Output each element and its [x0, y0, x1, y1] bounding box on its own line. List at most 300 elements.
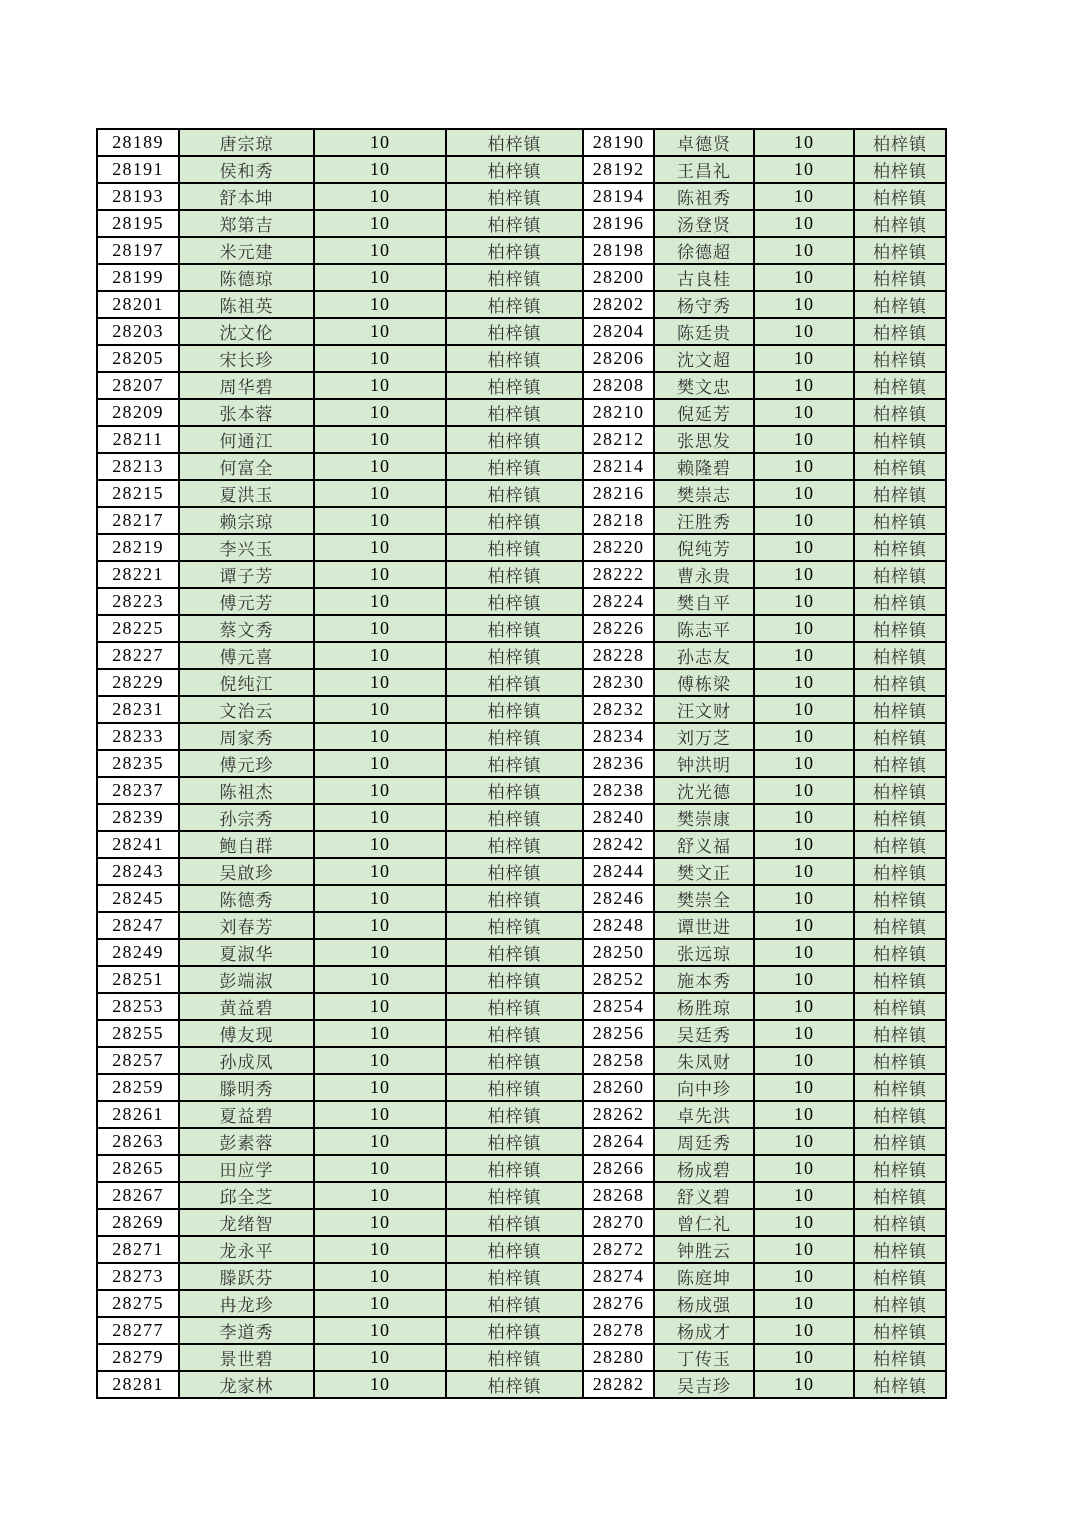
right-id-cell: 28194: [583, 183, 654, 210]
left-town-cell: 柏梓镇: [446, 696, 583, 723]
table-row: [97, 1263, 946, 1290]
right-id-cell: 28244: [583, 858, 654, 885]
left-name-cell: 李兴玉: [179, 534, 314, 561]
left-id-cell: 28209: [97, 399, 179, 426]
right-name-cell: 王昌礼: [654, 156, 754, 183]
left-value-cell: 10: [314, 210, 446, 237]
right-name-cell: 沈光德: [654, 777, 754, 804]
right-value-cell: 10: [754, 1209, 854, 1236]
left-name-cell: 何通江: [179, 426, 314, 453]
left-id-cell: 28217: [97, 507, 179, 534]
right-name-cell: 倪纯芳: [654, 534, 754, 561]
right-value-cell: 10: [754, 750, 854, 777]
right-value-cell: 10: [754, 1155, 854, 1182]
right-value-cell: 10: [754, 1101, 854, 1128]
right-value-cell: 10: [754, 642, 854, 669]
right-town-cell: 柏梓镇: [854, 372, 946, 399]
right-town-cell: 柏梓镇: [854, 318, 946, 345]
left-id-cell: 28211: [97, 426, 179, 453]
right-town-cell: 柏梓镇: [854, 858, 946, 885]
right-id-cell: 28270: [583, 1209, 654, 1236]
table-row: [97, 507, 946, 534]
right-town-cell: 柏梓镇: [854, 696, 946, 723]
left-town-cell: 柏梓镇: [446, 507, 583, 534]
left-name-cell: 鲍自群: [179, 831, 314, 858]
right-value-cell: 10: [754, 858, 854, 885]
left-town-cell: 柏梓镇: [446, 1020, 583, 1047]
left-id-cell: 28199: [97, 264, 179, 291]
left-name-cell: 滕跃芬: [179, 1263, 314, 1290]
left-id-cell: 28213: [97, 453, 179, 480]
left-name-cell: 傅元芳: [179, 588, 314, 615]
left-value-cell: 10: [314, 723, 446, 750]
right-value-cell: 10: [754, 777, 854, 804]
left-name-cell: 景世碧: [179, 1344, 314, 1371]
right-value-cell: 10: [754, 1182, 854, 1209]
right-town-cell: 柏梓镇: [854, 993, 946, 1020]
left-town-cell: 柏梓镇: [446, 1047, 583, 1074]
table-row: [97, 561, 946, 588]
table-row: [97, 210, 946, 237]
right-name-cell: 卓先洪: [654, 1101, 754, 1128]
left-id-cell: 28227: [97, 642, 179, 669]
left-id-cell: 28193: [97, 183, 179, 210]
left-town-cell: 柏梓镇: [446, 534, 583, 561]
left-id-cell: 28237: [97, 777, 179, 804]
right-value-cell: 10: [754, 507, 854, 534]
left-value-cell: 10: [314, 534, 446, 561]
left-name-cell: 陈祖杰: [179, 777, 314, 804]
left-town-cell: 柏梓镇: [446, 210, 583, 237]
right-id-cell: 28218: [583, 507, 654, 534]
left-town-cell: 柏梓镇: [446, 1182, 583, 1209]
table-row: [97, 291, 946, 318]
left-name-cell: 倪纯江: [179, 669, 314, 696]
table-row: [97, 750, 946, 777]
right-value-cell: 10: [754, 291, 854, 318]
left-name-cell: 谭子芳: [179, 561, 314, 588]
right-town-cell: 柏梓镇: [854, 210, 946, 237]
left-name-cell: 傅元珍: [179, 750, 314, 777]
right-id-cell: 28208: [583, 372, 654, 399]
left-value-cell: 10: [314, 669, 446, 696]
table-row: [97, 642, 946, 669]
table-row: [97, 426, 946, 453]
left-value-cell: 10: [314, 561, 446, 588]
right-id-cell: 28278: [583, 1317, 654, 1344]
right-value-cell: 10: [754, 264, 854, 291]
right-name-cell: 朱凤财: [654, 1047, 754, 1074]
left-id-cell: 28219: [97, 534, 179, 561]
left-value-cell: 10: [314, 507, 446, 534]
left-value-cell: 10: [314, 480, 446, 507]
left-town-cell: 柏梓镇: [446, 939, 583, 966]
table-row: [97, 885, 946, 912]
left-town-cell: 柏梓镇: [446, 156, 583, 183]
right-value-cell: 10: [754, 426, 854, 453]
right-name-cell: 杨成强: [654, 1290, 754, 1317]
left-town-cell: 柏梓镇: [446, 264, 583, 291]
left-id-cell: 28241: [97, 831, 179, 858]
left-town-cell: 柏梓镇: [446, 588, 583, 615]
right-id-cell: 28202: [583, 291, 654, 318]
left-town-cell: 柏梓镇: [446, 1074, 583, 1101]
table-row: [97, 1236, 946, 1263]
right-value-cell: 10: [754, 372, 854, 399]
right-name-cell: 樊自平: [654, 588, 754, 615]
left-name-cell: 夏益碧: [179, 1101, 314, 1128]
right-id-cell: 28250: [583, 939, 654, 966]
table-row: [97, 480, 946, 507]
left-town-cell: 柏梓镇: [446, 885, 583, 912]
right-town-cell: 柏梓镇: [854, 669, 946, 696]
table-row: [97, 1182, 946, 1209]
left-id-cell: 28235: [97, 750, 179, 777]
right-value-cell: 10: [754, 345, 854, 372]
right-value-cell: 10: [754, 885, 854, 912]
left-name-cell: 陈德秀: [179, 885, 314, 912]
left-town-cell: 柏梓镇: [446, 453, 583, 480]
right-id-cell: 28258: [583, 1047, 654, 1074]
right-town-cell: 柏梓镇: [854, 642, 946, 669]
right-name-cell: 汪文财: [654, 696, 754, 723]
left-town-cell: 柏梓镇: [446, 1128, 583, 1155]
roster-table: [96, 128, 947, 1399]
left-id-cell: 28205: [97, 345, 179, 372]
left-town-cell: 柏梓镇: [446, 1317, 583, 1344]
left-town-cell: 柏梓镇: [446, 804, 583, 831]
left-value-cell: 10: [314, 399, 446, 426]
right-value-cell: 10: [754, 696, 854, 723]
left-value-cell: 10: [314, 1236, 446, 1263]
left-id-cell: 28255: [97, 1020, 179, 1047]
right-name-cell: 樊崇全: [654, 885, 754, 912]
right-value-cell: 10: [754, 615, 854, 642]
left-id-cell: 28245: [97, 885, 179, 912]
right-name-cell: 杨守秀: [654, 291, 754, 318]
right-town-cell: 柏梓镇: [854, 966, 946, 993]
right-value-cell: 10: [754, 1344, 854, 1371]
left-id-cell: 28221: [97, 561, 179, 588]
right-town-cell: 柏梓镇: [854, 291, 946, 318]
left-value-cell: 10: [314, 129, 446, 156]
right-name-cell: 张远琼: [654, 939, 754, 966]
left-id-cell: 28247: [97, 912, 179, 939]
left-id-cell: 28273: [97, 1263, 179, 1290]
left-id-cell: 28277: [97, 1317, 179, 1344]
right-name-cell: 舒义福: [654, 831, 754, 858]
table-row: [97, 777, 946, 804]
right-id-cell: 28226: [583, 615, 654, 642]
right-value-cell: 10: [754, 831, 854, 858]
left-name-cell: 夏淑华: [179, 939, 314, 966]
right-town-cell: 柏梓镇: [854, 561, 946, 588]
right-town-cell: 柏梓镇: [854, 507, 946, 534]
left-id-cell: 28269: [97, 1209, 179, 1236]
left-value-cell: 10: [314, 858, 446, 885]
right-town-cell: 柏梓镇: [854, 831, 946, 858]
left-value-cell: 10: [314, 1263, 446, 1290]
right-value-cell: 10: [754, 318, 854, 345]
table-row: [97, 1344, 946, 1371]
right-town-cell: 柏梓镇: [854, 939, 946, 966]
left-value-cell: 10: [314, 966, 446, 993]
right-town-cell: 柏梓镇: [854, 1047, 946, 1074]
left-value-cell: 10: [314, 264, 446, 291]
left-town-cell: 柏梓镇: [446, 129, 583, 156]
right-id-cell: 28272: [583, 1236, 654, 1263]
right-value-cell: 10: [754, 1290, 854, 1317]
left-value-cell: 10: [314, 1209, 446, 1236]
left-value-cell: 10: [314, 615, 446, 642]
table-row: [97, 318, 946, 345]
right-name-cell: 傅栋梁: [654, 669, 754, 696]
left-town-cell: 柏梓镇: [446, 993, 583, 1020]
right-name-cell: 向中珍: [654, 1074, 754, 1101]
right-value-cell: 10: [754, 1020, 854, 1047]
left-value-cell: 10: [314, 912, 446, 939]
left-name-cell: 蔡文秀: [179, 615, 314, 642]
left-town-cell: 柏梓镇: [446, 183, 583, 210]
right-id-cell: 28262: [583, 1101, 654, 1128]
right-name-cell: 杨成碧: [654, 1155, 754, 1182]
left-value-cell: 10: [314, 237, 446, 264]
table-row: [97, 993, 946, 1020]
left-id-cell: 28261: [97, 1101, 179, 1128]
table-row: [97, 858, 946, 885]
left-value-cell: 10: [314, 318, 446, 345]
left-town-cell: 柏梓镇: [446, 858, 583, 885]
right-name-cell: 舒义碧: [654, 1182, 754, 1209]
left-name-cell: 舒本坤: [179, 183, 314, 210]
right-name-cell: 谭世进: [654, 912, 754, 939]
right-id-cell: 28214: [583, 453, 654, 480]
left-id-cell: 28263: [97, 1128, 179, 1155]
left-name-cell: 龙绪智: [179, 1209, 314, 1236]
right-value-cell: 10: [754, 129, 854, 156]
table-row: [97, 1155, 946, 1182]
left-value-cell: 10: [314, 1371, 446, 1398]
right-name-cell: 樊崇志: [654, 480, 754, 507]
left-town-cell: 柏梓镇: [446, 345, 583, 372]
right-town-cell: 柏梓镇: [854, 129, 946, 156]
right-town-cell: 柏梓镇: [854, 1182, 946, 1209]
table-row: [97, 588, 946, 615]
left-name-cell: 周华碧: [179, 372, 314, 399]
table-row: [97, 912, 946, 939]
right-name-cell: 吴廷秀: [654, 1020, 754, 1047]
left-town-cell: 柏梓镇: [446, 237, 583, 264]
left-id-cell: 28231: [97, 696, 179, 723]
right-id-cell: 28204: [583, 318, 654, 345]
left-town-cell: 柏梓镇: [446, 750, 583, 777]
table-row: [97, 831, 946, 858]
right-town-cell: 柏梓镇: [854, 588, 946, 615]
right-value-cell: 10: [754, 156, 854, 183]
left-town-cell: 柏梓镇: [446, 291, 583, 318]
left-town-cell: 柏梓镇: [446, 966, 583, 993]
right-name-cell: 樊崇康: [654, 804, 754, 831]
left-id-cell: 28233: [97, 723, 179, 750]
left-name-cell: 张本蓉: [179, 399, 314, 426]
left-name-cell: 沈文伦: [179, 318, 314, 345]
right-id-cell: 28230: [583, 669, 654, 696]
right-name-cell: 樊文正: [654, 858, 754, 885]
right-town-cell: 柏梓镇: [854, 1128, 946, 1155]
table-row: [97, 534, 946, 561]
right-id-cell: 28268: [583, 1182, 654, 1209]
right-town-cell: 柏梓镇: [854, 1101, 946, 1128]
table-row: [97, 345, 946, 372]
right-id-cell: 28266: [583, 1155, 654, 1182]
right-id-cell: 28274: [583, 1263, 654, 1290]
left-value-cell: 10: [314, 885, 446, 912]
left-town-cell: 柏梓镇: [446, 399, 583, 426]
right-value-cell: 10: [754, 723, 854, 750]
left-town-cell: 柏梓镇: [446, 669, 583, 696]
right-name-cell: 曾仁礼: [654, 1209, 754, 1236]
left-town-cell: 柏梓镇: [446, 777, 583, 804]
right-town-cell: 柏梓镇: [854, 534, 946, 561]
table-row: [97, 1128, 946, 1155]
table-row: [97, 1317, 946, 1344]
left-name-cell: 侯和秀: [179, 156, 314, 183]
left-id-cell: 28253: [97, 993, 179, 1020]
left-id-cell: 28265: [97, 1155, 179, 1182]
left-value-cell: 10: [314, 156, 446, 183]
right-id-cell: 28282: [583, 1371, 654, 1398]
right-id-cell: 28200: [583, 264, 654, 291]
right-value-cell: 10: [754, 588, 854, 615]
right-town-cell: 柏梓镇: [854, 1020, 946, 1047]
left-town-cell: 柏梓镇: [446, 426, 583, 453]
left-name-cell: 宋长珍: [179, 345, 314, 372]
table-row: [97, 615, 946, 642]
left-name-cell: 彭端淑: [179, 966, 314, 993]
right-id-cell: 28252: [583, 966, 654, 993]
right-id-cell: 28228: [583, 642, 654, 669]
left-value-cell: 10: [314, 696, 446, 723]
right-town-cell: 柏梓镇: [854, 453, 946, 480]
left-town-cell: 柏梓镇: [446, 831, 583, 858]
table-row: [97, 966, 946, 993]
table-row: [97, 723, 946, 750]
right-value-cell: 10: [754, 669, 854, 696]
left-town-cell: 柏梓镇: [446, 1101, 583, 1128]
right-name-cell: 卓德贤: [654, 129, 754, 156]
right-name-cell: 古良桂: [654, 264, 754, 291]
left-name-cell: 周家秀: [179, 723, 314, 750]
left-id-cell: 28225: [97, 615, 179, 642]
left-value-cell: 10: [314, 993, 446, 1020]
right-town-cell: 柏梓镇: [854, 723, 946, 750]
table-row: [97, 1074, 946, 1101]
right-value-cell: 10: [754, 183, 854, 210]
left-name-cell: 郑第吉: [179, 210, 314, 237]
right-town-cell: 柏梓镇: [854, 1317, 946, 1344]
right-id-cell: 28198: [583, 237, 654, 264]
right-name-cell: 樊文忠: [654, 372, 754, 399]
right-value-cell: 10: [754, 210, 854, 237]
right-name-cell: 沈文超: [654, 345, 754, 372]
left-name-cell: 刘春芳: [179, 912, 314, 939]
left-value-cell: 10: [314, 1344, 446, 1371]
left-id-cell: 28267: [97, 1182, 179, 1209]
right-value-cell: 10: [754, 1128, 854, 1155]
left-value-cell: 10: [314, 453, 446, 480]
right-town-cell: 柏梓镇: [854, 1263, 946, 1290]
right-name-cell: 徐德超: [654, 237, 754, 264]
right-name-cell: 陈志平: [654, 615, 754, 642]
table-row: [97, 183, 946, 210]
right-town-cell: 柏梓镇: [854, 885, 946, 912]
right-town-cell: 柏梓镇: [854, 1074, 946, 1101]
right-name-cell: 陈祖秀: [654, 183, 754, 210]
right-id-cell: 28220: [583, 534, 654, 561]
left-name-cell: 米元建: [179, 237, 314, 264]
left-town-cell: 柏梓镇: [446, 1263, 583, 1290]
right-value-cell: 10: [754, 399, 854, 426]
left-name-cell: 田应学: [179, 1155, 314, 1182]
right-town-cell: 柏梓镇: [854, 480, 946, 507]
left-id-cell: 28207: [97, 372, 179, 399]
left-name-cell: 李道秀: [179, 1317, 314, 1344]
left-value-cell: 10: [314, 1290, 446, 1317]
right-town-cell: 柏梓镇: [854, 750, 946, 777]
right-name-cell: 施本秀: [654, 966, 754, 993]
right-name-cell: 倪延芳: [654, 399, 754, 426]
right-town-cell: 柏梓镇: [854, 237, 946, 264]
left-id-cell: 28191: [97, 156, 179, 183]
right-name-cell: 钟胜云: [654, 1236, 754, 1263]
right-id-cell: 28190: [583, 129, 654, 156]
table-row: [97, 804, 946, 831]
table-row: [97, 264, 946, 291]
right-name-cell: 孙志友: [654, 642, 754, 669]
left-id-cell: 28215: [97, 480, 179, 507]
right-name-cell: 杨成才: [654, 1317, 754, 1344]
right-id-cell: 28210: [583, 399, 654, 426]
right-town-cell: 柏梓镇: [854, 1371, 946, 1398]
left-id-cell: 28203: [97, 318, 179, 345]
table-row: [97, 399, 946, 426]
left-id-cell: 28275: [97, 1290, 179, 1317]
left-town-cell: 柏梓镇: [446, 1155, 583, 1182]
right-id-cell: 28254: [583, 993, 654, 1020]
right-town-cell: 柏梓镇: [854, 804, 946, 831]
left-id-cell: 28243: [97, 858, 179, 885]
left-name-cell: 黄益碧: [179, 993, 314, 1020]
right-value-cell: 10: [754, 966, 854, 993]
right-value-cell: 10: [754, 1047, 854, 1074]
right-town-cell: 柏梓镇: [854, 426, 946, 453]
left-name-cell: 何富全: [179, 453, 314, 480]
table-row: [97, 1047, 946, 1074]
right-value-cell: 10: [754, 1074, 854, 1101]
left-name-cell: 龙家林: [179, 1371, 314, 1398]
right-town-cell: 柏梓镇: [854, 156, 946, 183]
left-value-cell: 10: [314, 642, 446, 669]
right-id-cell: 28260: [583, 1074, 654, 1101]
right-value-cell: 10: [754, 804, 854, 831]
left-value-cell: 10: [314, 1101, 446, 1128]
left-name-cell: 夏洪玉: [179, 480, 314, 507]
left-value-cell: 10: [314, 372, 446, 399]
table-row: [97, 156, 946, 183]
left-town-cell: 柏梓镇: [446, 1371, 583, 1398]
left-value-cell: 10: [314, 183, 446, 210]
table-row: [97, 237, 946, 264]
